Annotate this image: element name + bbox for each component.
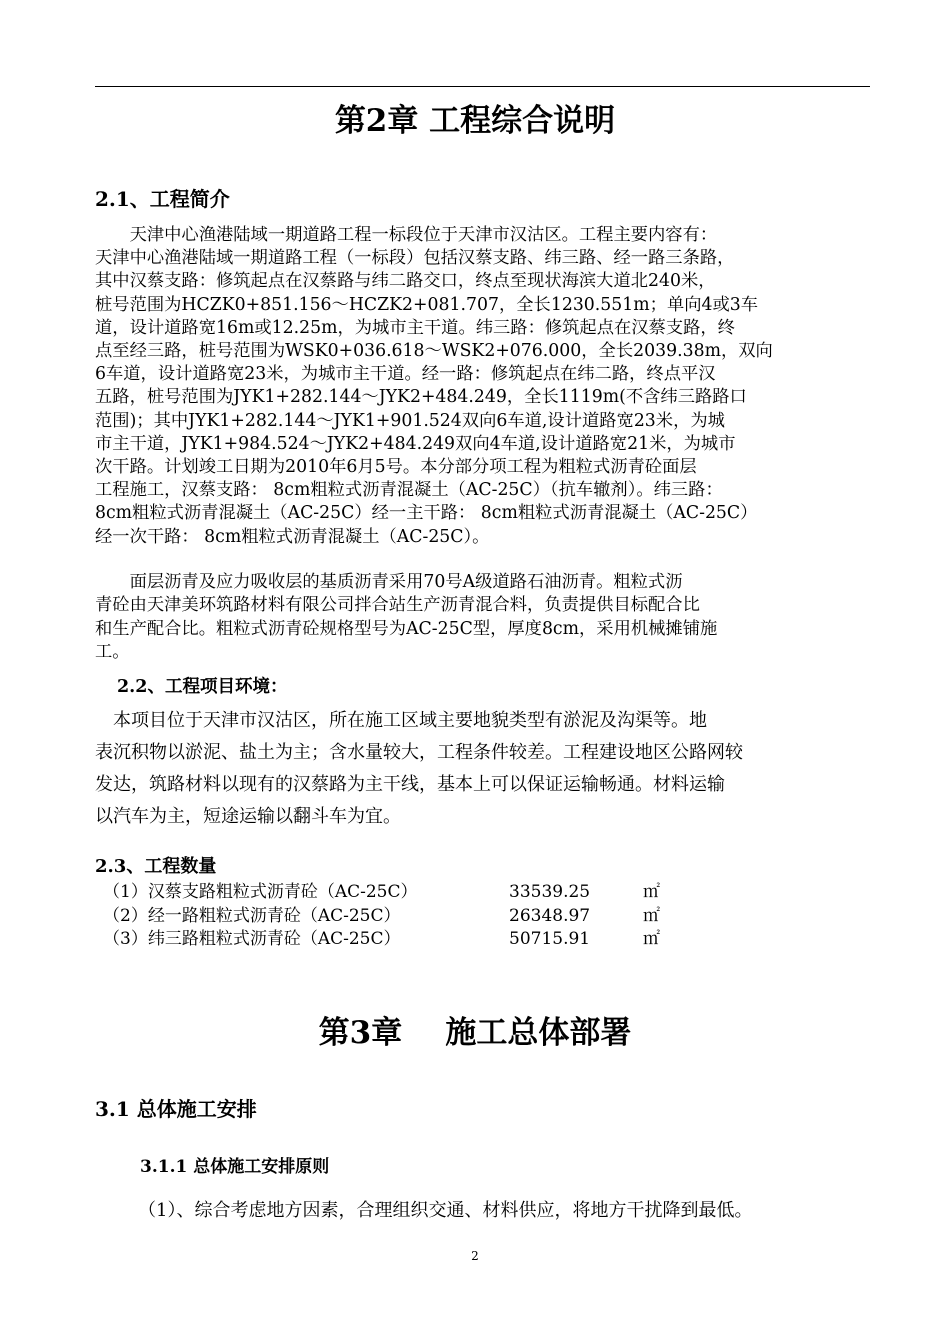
- item-unit: ㎡: [643, 929, 660, 949]
- section-3-1-1-heading: 3.1.1 总体施工安排原则: [140, 1157, 330, 1177]
- header-rule: [95, 86, 870, 87]
- text-line: 以汽车为主，短途运输以翻斗车为宜。: [95, 806, 401, 827]
- section-2-2-paragraph: [95, 705, 870, 833]
- text-line: 6车道，设计道路宽23米，为城市主干道。经一路：修筑起点在纬二路，终点平汉: [95, 364, 716, 385]
- text-line: 发达，筑路材料以现有的汉蔡路为主干线，基本上可以保证运输畅通。材料运输: [95, 774, 725, 795]
- text-line: 面层沥青及应力吸收层的基质沥青采用70号A级道路石油沥青。粗粒式沥: [95, 572, 683, 592]
- text-line: 和生产配合比。粗粒式沥青砼规格型号为AC-25C型，厚度8cm，采用机械摊铺施: [95, 618, 718, 639]
- section-3-1-heading: 3.1 总体施工安排: [95, 1097, 257, 1121]
- text-line: 工。: [95, 642, 130, 663]
- text-line: 工程施工，汉蔡支路： 8cm粗粒式沥青混凝土（AC-25C）（抗车辙剂）。纬三路：: [95, 480, 723, 501]
- item-name: （3）纬三路粗粒式沥青砼（AC-25C）: [103, 929, 401, 949]
- table-row: [103, 881, 803, 905]
- table-row: [103, 928, 803, 952]
- section-2-1-heading: 2.1、工程简介: [95, 187, 230, 211]
- text-line: 青砼由天津美环筑路材料有限公司拌合站生产沥青混合料，负责提供目标配合比: [95, 595, 700, 616]
- text-line: 桩号范围为HCZK0+851.156～HCZK2+081.707，全长1230.551m；单向4或3车: [95, 294, 759, 315]
- item-name: （1）汉蔡支路粗粒式沥青砼（AC-25C）: [103, 882, 418, 902]
- chapter-2-title: 第2章 工程综合说明: [334, 103, 616, 139]
- item-value: 26348.97: [509, 905, 591, 926]
- item-unit: ㎡: [643, 882, 660, 902]
- text-line: 五路，桩号范围为JYK1+282.144～JYK2+484.249，全长1119m(不含纬三路路口: [95, 387, 747, 408]
- text-line: 范围)；其中JYK1+282.144～JYK1+901.524双向6车道,设计道路宽23米，为城: [95, 410, 725, 431]
- text-line: 天津中心渔港陆域一期道路工程（一标段）包括汉蔡支路、纬三路、经一路三条路，: [95, 248, 735, 269]
- text-line: 经一次干路： 8cm粗粒式沥青混凝土（AC-25C）。: [95, 526, 490, 547]
- text-line: 本项目位于天津市汉沽区，所在施工区域主要地貌类型有淤泥及沟渠等。地: [95, 710, 707, 731]
- text-line: 其中汉蔡支路：修筑起点在汉蔡路与纬二路交口，终点至现状海滨大道北240米，: [95, 271, 716, 292]
- text-line: 道，设计道路宽16m或12.25m，为城市主干道。纬三路：修筑起点在汉蔡支路，终: [95, 317, 735, 338]
- section-2-2-heading: 2.2、工程项目环境：: [117, 677, 288, 697]
- text-line: 表沉积物以淤泥、盐土为主；含水量较大，工程条件较差。工程建设地区公路网较: [95, 742, 743, 763]
- text-line: 8cm粗粒式沥青混凝土（AC-25C）经一主干路： 8cm粗粒式沥青混凝土（AC-25C）: [95, 503, 758, 524]
- quantity-table: [103, 881, 803, 952]
- text-line: 天津中心渔港陆域一期道路工程一标段位于天津市汉沽区。工程主要内容有：: [95, 225, 718, 245]
- section-2-3-heading: 2.3、工程数量: [95, 856, 217, 877]
- text-line: 次干路。计划竣工日期为2010年6月5号。本分部分项工程为粗粒式沥青砼面层: [95, 457, 697, 478]
- section-3-1-1-paragraph: （1）、综合考虑地方因素，合理组织交通、材料供应，将地方干扰降到最低。: [138, 1200, 753, 1221]
- text-line: 市主干道，JYK1+984.524～JYK2+484.249双向4车道,设计道路宽21米，为城市: [95, 433, 736, 454]
- item-value: 50715.91: [509, 929, 591, 949]
- item-unit: ㎡: [643, 905, 660, 926]
- section-2-1-paragraph-2: [95, 571, 870, 665]
- text-line: 点至经三路，桩号范围为WSK0+036.618～WSK2+076.000，全长2039.38m，双向: [95, 341, 773, 362]
- chapter-3-title: 第3章 施工总体部署: [318, 1015, 632, 1051]
- section-2-1-paragraph-1: [95, 224, 870, 549]
- item-value: 33539.25: [509, 882, 591, 902]
- page-number: 2: [471, 1249, 479, 1263]
- table-row: [103, 905, 803, 929]
- item-name: （2）经一路粗粒式沥青砼（AC-25C）: [103, 905, 401, 926]
